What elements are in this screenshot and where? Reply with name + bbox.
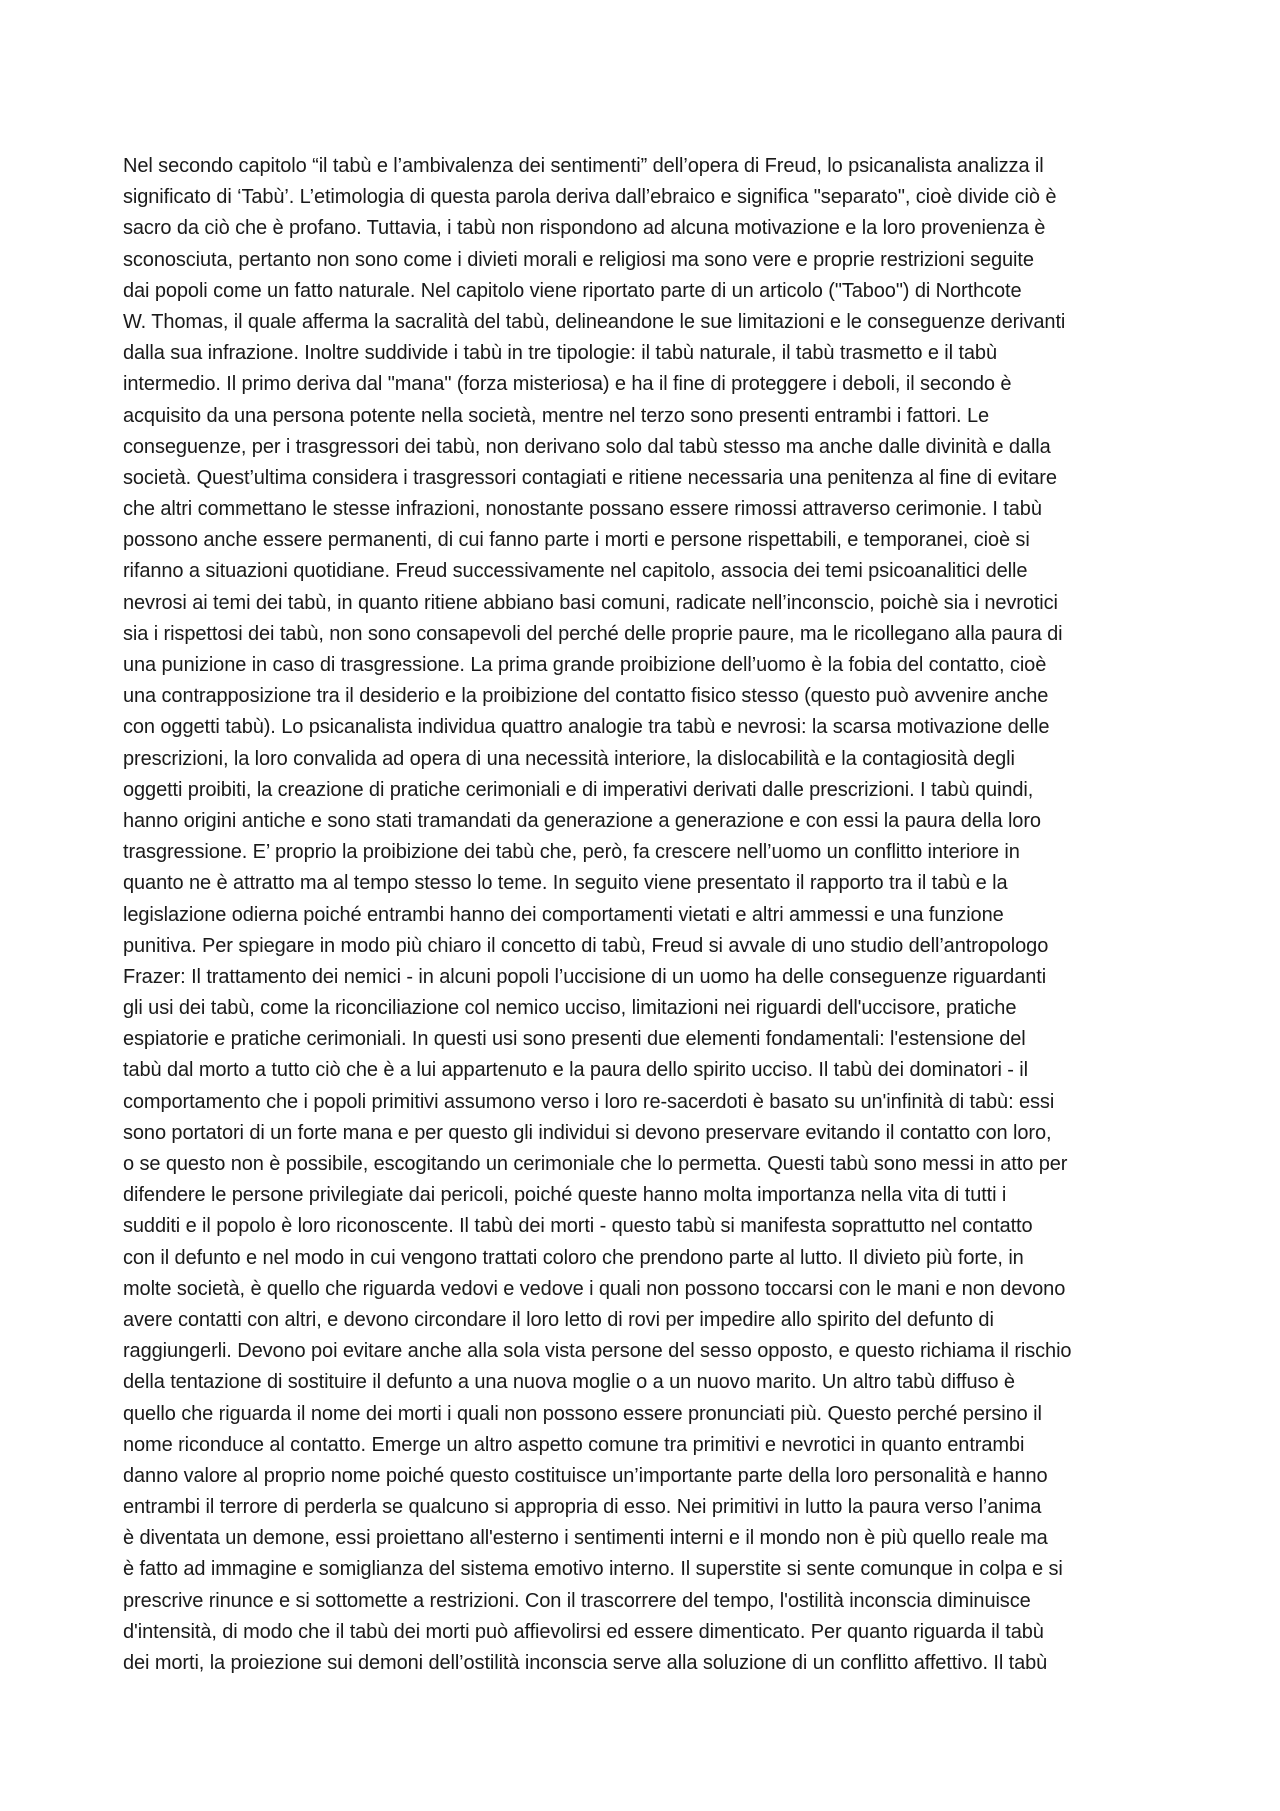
text-line: conseguenze, per i trasgressori dei tabù, non derivano solo dal tabù stesso ma anche dalle divinità e dalla xyxy=(123,435,1051,458)
text-line: prescrive rinunce e si sottomette a restrizioni. Con il trascorrere del tempo, l'ostilità inconscia diminuisce xyxy=(123,1589,1031,1612)
text-line: danno valore al proprio nome poiché questo costituisce un’importante parte della loro personalità e hanno xyxy=(123,1464,1048,1487)
text-line: dalla sua infrazione. Inoltre suddivide i tabù in tre tipologie: il tabù naturale, il tabù trasmetto e il tabù xyxy=(123,342,997,365)
text-line: hanno origini antiche e sono stati tramandati da generazione a generazione e con essi la paura della loro xyxy=(123,809,1041,832)
text-line: avere contatti con altri, e devono circondare il loro letto di rovi per impedire allo spirito del defunto di xyxy=(123,1308,994,1331)
text-line: sconosciuta, pertanto non sono come i divieti morali e religiosi ma sono vere e proprie restrizioni seguite xyxy=(123,248,1034,271)
text-line: significato di ‘Tabù’. L’etimologia di questa parola deriva dall’ebraico e significa "separato", cioè divide ciò è xyxy=(123,186,1057,209)
text-line: quello che riguarda il nome dei morti i quali non possono essere pronunciati più. Questo perché persino il xyxy=(123,1402,1042,1425)
text-line: nome riconduce al contatto. Emerge un altro aspetto comune tra primitivi e nevrotici in quanto entrambi xyxy=(123,1433,1025,1456)
text-line: è fatto ad immagine e somiglianza del sistema emotivo interno. Il superstite si sente comunque in colpa e si xyxy=(123,1558,1063,1581)
text-line: d'intensità, di modo che il tabù dei morti può affievolirsi ed essere dimenticato. Per quanto riguarda il tabù xyxy=(123,1620,1044,1643)
text-line: Nel secondo capitolo “il tabù e l’ambivalenza dei sentimenti” dell’opera di Freud, lo psicanalista analizza il xyxy=(123,155,1044,177)
text-line: entrambi il terrore di perderla se qualcuno si appropria di esso. Nei primitivi in lutto la paura verso l’anima xyxy=(123,1496,1042,1519)
text-line: gli usi dei tabù, come la riconciliazione col nemico ucciso, limitazioni nei riguardi dell'uccisore, pratiche xyxy=(123,997,1017,1020)
text-line: difendere le persone privilegiate dai pericoli, poiché queste hanno molta importanza nella vita di tutti i xyxy=(123,1184,1007,1207)
text-line: raggiungerli. Devono poi evitare anche alla sola vista persone del sesso opposto, e questo richiama il rischio xyxy=(123,1340,1072,1363)
text-line: dai popoli come un fatto naturale. Nel capitolo viene riportato parte di un articolo ("Taboo") di Northcote xyxy=(123,279,1022,302)
text-line: legislazione odierna poiché entrambi hanno dei comportamenti vietati e altri ammessi e una funzione xyxy=(123,903,1004,926)
text-line: rifanno a situazioni quotidiane. Freud successivamente nel capitolo, associa dei temi psicoanalitici delle xyxy=(123,560,1028,583)
text-line: una contrapposizione tra il desiderio e la proibizione del contatto fisico stesso (questo può avvenire anche xyxy=(123,685,1049,708)
text-line: della tentazione di sostituire il defunto a una nuova moglie o a un nuovo marito. Un altro tabù diffuso è xyxy=(123,1371,1015,1394)
text-line: Frazer: Il trattamento dei nemici - in alcuni popoli l’uccisione di un uomo ha delle conseguenze riguardanti xyxy=(123,965,1047,988)
text-line: tabù dal morto a tutto ciò che è a lui appartenuto e la paura dello spirito ucciso. Il tabù dei dominatori - il xyxy=(123,1059,1028,1082)
text-line: sia i rispettosi dei tabù, non sono consapevoli del perché delle proprie paure, ma le ricollegano alla paura di xyxy=(123,622,1063,645)
text-line: o se questo non è possibile, escogitando un cerimoniale che lo permetta. Questi tabù sono messi in atto per xyxy=(123,1153,1068,1175)
text-line: che altri commettano le stesse infrazioni, nonostante possano essere rimossi attraverso cerimonie. I tabù xyxy=(123,498,1042,521)
text-line: è diventata un demone, essi proiettano all'esterno i sentimenti interni e il mondo non è più quello reale ma xyxy=(123,1527,1048,1550)
text-line: intermedio. Il primo deriva dal "mana" (forza misteriosa) e ha il fine di proteggere i deboli, il secondo è xyxy=(123,373,1012,396)
text-line: molte società, è quello che riguarda vedovi e vedove i quali non possono toccarsi con le mani e non devono xyxy=(123,1277,1066,1300)
text-line: oggetti proibiti, la creazione di pratiche cerimoniali e di imperativi derivati dalle prescrizioni. I tabù quindi, xyxy=(123,778,1034,801)
text-line: con il defunto e nel modo in cui vengono trattati coloro che prendono parte al lutto. Il divieto più forte, in xyxy=(123,1246,1024,1269)
text-line: quanto ne è attratto ma al tempo stesso lo teme. In seguito viene presentato il rapporto tra il tabù e la xyxy=(123,872,1008,895)
text-line: società. Quest’ultima considera i trasgressori contagiati e ritiene necessaria una penitenza al fine di evitare xyxy=(123,466,1057,489)
text-line: prescrizioni, la loro convalida ad opera di una necessità interiore, la dislocabilità e la contagiosità degli xyxy=(123,747,1015,770)
text-line: punitiva. Per spiegare in modo più chiaro il concetto di tabù, Freud si avvale di uno studio dell’antropologo xyxy=(123,934,1049,957)
text-line: nevrosi ai temi dei tabù, in quanto ritiene abbiano basi comuni, radicate nell’inconscio, poichè sia i nevrotici xyxy=(123,591,1058,614)
text-line: comportamento che i popoli primitivi assumono verso i loro re-sacerdoti è basato su un'infinità di tabù: essi xyxy=(123,1090,1055,1113)
text-line: sono portatori di un forte mana e per questo gli individui si devono preservare evitando il contatto con loro, xyxy=(123,1121,1052,1144)
text-line: sudditi e il popolo è loro riconoscente. Il tabù dei morti - questo tabù si manifesta soprattutto nel contatto xyxy=(123,1215,1033,1238)
text-line: W. Thomas, il quale afferma la sacralità del tabù, delineandone le sue limitazioni e le conseguenze derivanti xyxy=(123,310,1066,333)
text-line: con oggetti tabù). Lo psicanalista individua quattro analogie tra tabù e nevrosi: la scarsa motivazione delle xyxy=(123,716,1050,739)
text-line: trasgressione. E’ proprio la proibizione dei tabù che, però, fa crescere nell’uomo un conflitto interiore in xyxy=(123,841,1020,864)
text-line: possono anche essere permanenti, di cui fanno parte i morti e persone rispettabili, e temporanei, cioè si xyxy=(123,529,1030,552)
text-line: sacro da ciò che è profano. Tuttavia, i tabù non rispondono ad alcuna motivazione e la loro provenienza è xyxy=(123,217,1046,240)
body-paragraph xyxy=(123,151,1163,1679)
text-line: acquisito da una persona potente nella società, mentre nel terzo sono presenti entrambi i fattori. Le xyxy=(123,404,989,427)
text-line: dei morti, la proiezione sui demoni dell’ostilità inconscia serve alla soluzione di un conflitto affettivo. Il tabù xyxy=(123,1652,1048,1674)
text-line: espiatorie e pratiche cerimoniali. In questi usi sono presenti due elementi fondamentali: l'estensione del xyxy=(123,1028,1026,1051)
text-line: una punizione in caso di trasgressione. La prima grande proibizione dell’uomo è la fobia del contatto, cioè xyxy=(123,654,1047,676)
